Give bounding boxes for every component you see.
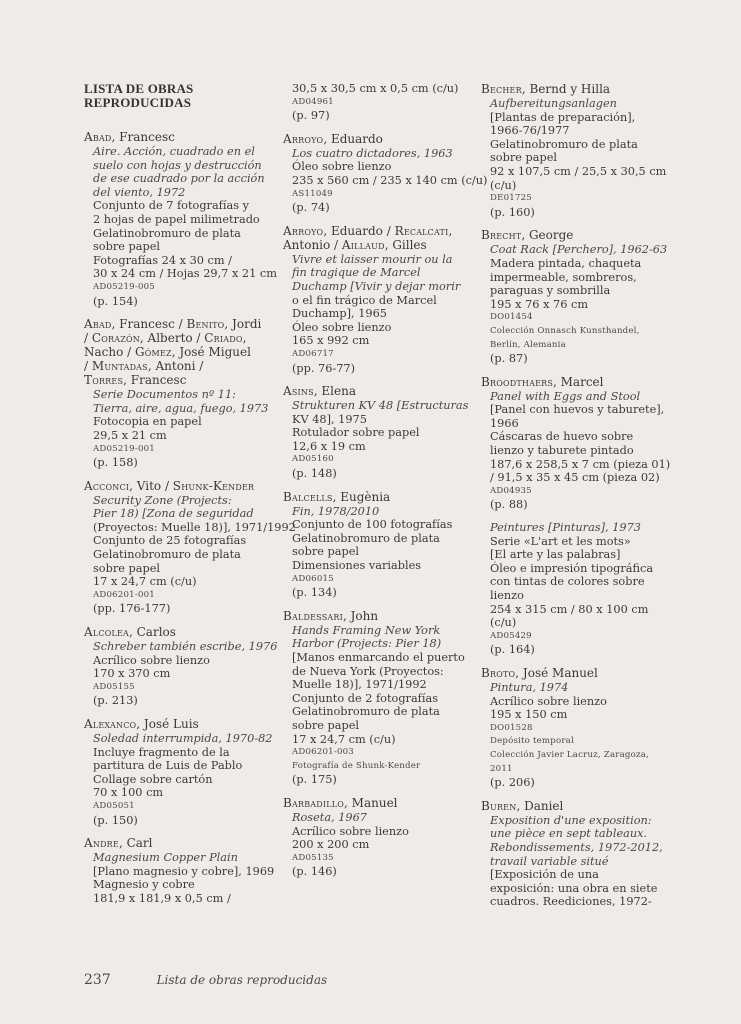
artwork-detail-line: Collage sobre cartón (93, 772, 213, 786)
artist-name (84, 317, 276, 387)
artwork-title-line: Los cuatro dictadores, 1963 (292, 146, 453, 160)
artist-name (84, 836, 276, 850)
artwork-detail-line: (c/u) (490, 178, 517, 192)
artist-given-name: , George (521, 228, 574, 243)
catalogue-entry (481, 228, 673, 365)
artwork-detail-line: [Plantas de preparación], (490, 110, 636, 124)
artist-surname: Criado (204, 331, 243, 346)
artwork-record (84, 493, 296, 616)
artist-name (481, 82, 673, 96)
artwork-record (283, 82, 475, 123)
artwork-title-line: Panel with Eggs and Stool (490, 389, 641, 403)
artist-surname: Recalcati (394, 223, 449, 238)
catalogue-entry (84, 625, 276, 708)
artwork-detail-line: Gelatinobromuro de plata (93, 226, 241, 240)
artwork-title-line: Vivre et laisser mourir ou la (292, 252, 453, 266)
artwork-detail-line: Conjunto de 7 fotografías y (93, 199, 249, 213)
artwork-detail-line: Acrílico sobre lienzo (490, 694, 607, 708)
inventory-code: AD06201-003 (292, 747, 354, 758)
artwork-record (481, 390, 673, 512)
artwork-detail-line: Acrílico sobre lienzo (93, 653, 210, 667)
artwork-detail-line: cuadros. Reediciones, 1972- (490, 895, 652, 909)
artwork-detail-line: Acrílico sobre lienzo (292, 824, 409, 838)
artwork-detail-line: o el fin trágico de Marcel (292, 293, 437, 307)
artist-name (84, 479, 276, 493)
artist-given-name: , José Miguel (171, 345, 251, 360)
artwork-title-line: Peintures [Pinturas], 1973 (490, 521, 641, 535)
artwork-title-line: Tierra, aire, agua, fuego, 1973 (93, 401, 269, 415)
credit-note: Berlín, Alemania (490, 339, 566, 350)
artwork-detail-line: 1966 (490, 416, 519, 430)
artwork-detail-line: 187,6 x 258,5 x 7 cm (pieza 01) (490, 457, 671, 471)
artwork-detail-line: [Plano magnesio y cobre], 1969 (93, 864, 275, 878)
credit-note: Colección Onnasch Kunsthandel, (490, 325, 640, 336)
artwork-detail-line: 17 x 24,7 cm (c/u) (93, 575, 197, 589)
artist-surname: Broto (481, 665, 516, 680)
artwork-detail-line: Óleo sobre lienzo (292, 320, 392, 334)
artist-given-name: / (84, 359, 92, 374)
inventory-code: AD05155 (93, 681, 135, 692)
artist-given-name: , José Luis (136, 717, 199, 731)
artwork-detail-line: Magnesio y cobre (93, 878, 195, 892)
artist-given-name: , Gilles (384, 237, 427, 252)
inventory-code: AD05135 (292, 852, 334, 863)
artwork-detail-line: (p. 148) (292, 467, 337, 481)
inventory-code: DE01725 (490, 193, 532, 204)
inventory-code: AD04935 (490, 485, 532, 496)
artist-name (481, 666, 673, 680)
artwork-detail-line: 181,9 x 181,9 x 0,5 cm / (93, 891, 231, 905)
artist-surname: Arroyo (283, 223, 324, 238)
credit-note: Depósito temporal (490, 736, 574, 747)
artwork-detail-line: sobre papel (93, 561, 161, 575)
artwork-detail-line: (p. 164) (490, 643, 535, 657)
page-footer (84, 972, 327, 988)
artist-surname: Acconci (84, 478, 130, 493)
inventory-code: AD05051 (93, 800, 135, 811)
artwork-detail-line: (p. 160) (490, 205, 535, 219)
artist-surname: Alcolea (84, 625, 129, 640)
artist-name (283, 796, 475, 810)
footer-title: Lista de obras reproducidas (156, 973, 328, 987)
artist-given-name: , Francesc / (111, 317, 187, 332)
artwork-detail-line: 235 x 560 cm / 235 x 140 cm (c/u) (292, 173, 488, 187)
artist-given-name: , Bernd y Hilla (521, 82, 611, 96)
artwork-title-line: Security Zone (Projects: (93, 493, 232, 507)
artwork-detail-line: [El arte y las palabras] (490, 548, 621, 562)
inventory-code: DO01454 (490, 312, 533, 323)
artist-given-name: , José Manuel (515, 665, 598, 680)
artist-name (481, 799, 673, 813)
artwork-detail-line: 92 x 107,5 cm / 25,5 x 30,5 cm (490, 164, 667, 178)
artist-surname: Abad (84, 130, 112, 144)
artwork-detail-line: sobre papel (490, 151, 558, 165)
artist-surname: Brecht (481, 228, 522, 243)
artwork-detail-line: (c/u) (490, 616, 517, 630)
credit-note: Colección Javier Lacruz, Zaragoza, (490, 749, 649, 760)
artwork-record (84, 145, 276, 308)
artwork-detail-line: Cáscaras de huevo sobre (490, 430, 634, 444)
catalogue-entry (283, 131, 488, 215)
artwork-detail-line: Fotocopia en papel (93, 415, 202, 429)
artwork-record (283, 399, 475, 481)
artwork-record (84, 640, 276, 708)
artist-given-name: , Francesc (123, 373, 187, 388)
artist-given-name: Nacho / (84, 345, 135, 360)
catalogue-entry (283, 224, 475, 375)
artist-surname: Asins (283, 384, 314, 399)
artwork-title-line: Hands Framing New York (292, 623, 441, 637)
column-2 (283, 82, 488, 888)
artwork-detail-line: (p. 74) (292, 201, 330, 215)
artwork-record (481, 521, 673, 657)
artist-given-name: , Carlos (129, 625, 176, 640)
catalogue-entry (84, 317, 276, 470)
catalogue-entry (84, 130, 276, 308)
artist-name (481, 375, 673, 389)
artwork-detail-line: impermeable, sombreros, (490, 270, 637, 284)
artist-given-name: , Eduardo (323, 131, 383, 146)
artwork-detail-line: 195 x 76 x 76 cm (490, 297, 589, 311)
artist-given-name: , Vito / (129, 478, 173, 493)
artwork-title-line: de ese cuadrado por la acción (93, 172, 265, 186)
artwork-title-line: Harbor (Projects: Pier 18) (292, 637, 442, 651)
artwork-detail-line: Fotografías 24 x 30 cm / (93, 253, 232, 267)
artwork-title-line: Soledad interrumpida, 1970-82 (93, 732, 273, 745)
artwork-detail-line: Serie «L'art et les mots» (490, 534, 631, 548)
artwork-detail-line: Incluye fragmento de la (93, 745, 230, 759)
artwork-detail-line: 30,5 x 30,5 cm x 0,5 cm (c/u) (292, 82, 459, 95)
column-3 (481, 82, 673, 918)
artist-surname: Corazón (91, 331, 140, 346)
artwork-record (84, 732, 276, 827)
artwork-title-line: Pintura, 1974 (490, 680, 569, 694)
artwork-record (283, 505, 475, 600)
catalogue-entry (481, 375, 673, 657)
artwork-record (283, 624, 475, 787)
artwork-title-line: Aire. Acción, cuadrado en el (93, 145, 255, 158)
inventory-code: AD05219-005 (93, 281, 155, 292)
artist-given-name: , Eugènia (332, 489, 391, 504)
artwork-title-line: del viento, 1972 (93, 185, 186, 199)
artist-surname: Benito (186, 317, 225, 332)
catalogue-entry (283, 609, 475, 787)
artist-surname: Shunk-Kender (172, 478, 255, 493)
artist-given-name: , Daniel (516, 798, 564, 813)
credit-note: 2011 (490, 763, 513, 774)
inventory-code: AD05160 (292, 454, 334, 465)
artwork-detail-line: 2 hojas de papel milimetrado (93, 212, 260, 226)
artist-name (283, 609, 475, 623)
artist-given-name: , (242, 331, 247, 346)
artist-given-name: , Francesc (111, 130, 175, 144)
artwork-detail-line: de Nueva York (Proyectos: (292, 664, 444, 678)
artwork-detail-line: 70 x 100 cm (93, 786, 164, 800)
artwork-detail-line: exposición: una obra en siete (490, 881, 658, 895)
artwork-detail-line: [Exposición de una (490, 868, 599, 882)
artist-name (84, 625, 276, 639)
artwork-record (84, 851, 276, 905)
artwork-record (481, 97, 673, 219)
artwork-title-line: Roseta, 1967 (292, 810, 367, 824)
artist-name (84, 717, 276, 731)
artwork-record (283, 811, 475, 879)
artist-given-name: , (448, 223, 453, 238)
artwork-record (283, 146, 488, 215)
artwork-detail-line: 170 x 370 cm (93, 667, 171, 681)
artist-surname: Abad (84, 317, 112, 332)
artwork-title-line: Strukturen KV 48 [Estructuras (292, 399, 469, 413)
artwork-detail-line: Rotulador sobre papel (292, 426, 420, 440)
catalogue-entry (84, 836, 276, 905)
catalogue-entry (481, 799, 673, 909)
artwork-detail-line: Conjunto de 25 fotografías (93, 534, 247, 548)
catalogue-entry (283, 796, 475, 879)
artwork-title-line: Pier 18) [Zona de seguridad (93, 507, 254, 521)
artwork-detail-line: (p. 97) (292, 109, 330, 123)
artwork-detail-line: sobre papel (93, 240, 161, 254)
artwork-detail-line: (pp. 176-177) (93, 602, 171, 616)
artwork-detail-line: (p. 88) (490, 498, 528, 512)
artist-surname: Torres (84, 373, 124, 388)
artwork-detail-line: 165 x 992 cm (292, 334, 370, 348)
artwork-detail-line: Duchamp], 1965 (292, 307, 387, 321)
inventory-code: AS11049 (292, 188, 333, 199)
artwork-detail-line: lienzo (490, 589, 524, 602)
artist-given-name: , Marcel (553, 374, 604, 389)
section-heading: LISTA DE OBRAS REPRODUCIDAS (84, 81, 194, 110)
artwork-title-line: Aufbereitungsanlagen (490, 97, 617, 110)
artwork-detail-line: (Proyectos: Muelle 18)], 1971/1992 (93, 520, 296, 534)
artist-surname: Balcells (283, 489, 333, 504)
artwork-detail-line: paraguas y sombrilla (490, 284, 611, 298)
inventory-code: AD05219-001 (93, 443, 155, 454)
inventory-code: DO01528 (490, 722, 533, 733)
artwork-detail-line: 17 x 24,7 cm (c/u) (292, 732, 396, 746)
inventory-code: AD06201-001 (93, 589, 155, 600)
artwork-record (481, 243, 673, 365)
catalogue-entry (84, 478, 296, 616)
artist-name (283, 490, 475, 504)
artwork-detail-line: 254 x 315 cm / 80 x 100 cm (490, 602, 649, 616)
artwork-title-line: Magnesium Copper Plain (93, 851, 238, 865)
artist-name (283, 224, 475, 252)
artwork-title-line: Exposition d'une exposition: (490, 813, 652, 827)
artist-surname: Muntadas (91, 359, 148, 374)
artwork-detail-line: (p. 213) (93, 694, 138, 708)
artwork-record (481, 814, 673, 909)
artwork-detail-line: Muelle 18)], 1971/1992 (292, 678, 427, 692)
artwork-detail-line: Óleo sobre lienzo (292, 160, 392, 174)
artist-given-name: , Manuel (344, 795, 398, 810)
artwork-detail-line: Gelatinobromuro de plata (490, 137, 638, 151)
page-number: 237 (84, 972, 111, 988)
artwork-title-line: Coat Rack [Perchero], 1962-63 (490, 243, 668, 257)
artist-surname: Arroyo (283, 131, 324, 146)
catalogue-entry (481, 82, 673, 219)
artwork-title-line: travail variable situé (490, 854, 609, 868)
artwork-detail-line: Dimensiones variables (292, 559, 422, 573)
credit-note: Fotografía de Shunk-Kender (292, 760, 421, 771)
artist-name (283, 132, 475, 146)
artwork-title-line: Schreber también escribe, 1976 (93, 640, 278, 654)
artwork-detail-line: Óleo e impresión tipográfica (490, 561, 654, 575)
catalogue-entry (283, 384, 475, 481)
catalogue-entry (283, 490, 475, 600)
artwork-record (481, 681, 673, 790)
artwork-detail-line: Gelatinobromuro de plata (292, 705, 440, 719)
artwork-detail-line: [Manos enmarcando el puerto (292, 651, 465, 664)
artwork-title-line: Serie Documentos nº 11: (93, 388, 236, 402)
artwork-record (84, 388, 276, 470)
catalogue-entry (481, 666, 673, 790)
artwork-detail-line: Conjunto de 2 fotografías (292, 691, 439, 705)
artist-given-name: , John (342, 608, 379, 623)
artwork-detail-line: (p. 150) (93, 813, 138, 827)
artist-surname: Buren (481, 798, 517, 813)
catalogue-entry (283, 82, 475, 123)
artwork-title-line: fin tragique de Marcel (292, 266, 421, 280)
artwork-detail-line: / 91,5 x 35 x 45 cm (pieza 02) (490, 471, 660, 485)
artist-name (283, 384, 475, 398)
column-1 (84, 81, 296, 915)
inventory-code: AD05429 (490, 630, 532, 641)
artist-surname: Aillaud (341, 237, 385, 252)
artwork-detail-line: sobre papel (292, 718, 360, 732)
artwork-detail-line: sobre papel (292, 545, 360, 559)
artist-name (481, 228, 673, 242)
artwork-detail-line: KV 48], 1975 (292, 412, 367, 426)
artist-given-name: , Antoni / (147, 359, 204, 374)
inventory-code: AD06015 (292, 573, 334, 584)
artwork-detail-line: 30 x 24 cm / Hojas 29,7 x 21 cm (93, 267, 277, 281)
artist-given-name: , Eduardo / (323, 223, 395, 238)
artist-given-name: , Jordi (224, 317, 262, 332)
artwork-title-line: suelo con hojas y destrucción (93, 158, 262, 172)
artwork-detail-line: Gelatinobromuro de plata (93, 548, 241, 562)
artwork-detail-line: 12,6 x 19 cm (292, 439, 366, 453)
artwork-detail-line: (p. 146) (292, 865, 337, 879)
artwork-detail-line: 195 x 150 cm (490, 708, 568, 722)
artist-given-name: , Elena (313, 384, 357, 399)
artwork-detail-line: Gelatinobromuro de plata (292, 531, 440, 545)
artist-given-name: , Alberto / (139, 331, 205, 346)
artwork-detail-line: lienzo y taburete pintado (490, 444, 634, 458)
catalogue-entry (84, 717, 276, 827)
artwork-detail-line: 200 x 200 cm (292, 838, 370, 852)
artist-surname: Broodthaers (481, 374, 554, 389)
artwork-detail-line: (p. 87) (490, 352, 528, 366)
artist-surname: Gómez (135, 345, 172, 360)
artist-surname: Becher (481, 82, 522, 96)
artist-given-name: , Carl (118, 836, 153, 851)
artwork-detail-line: (p. 206) (490, 776, 535, 790)
artist-given-name: / (84, 331, 92, 346)
artwork-detail-line: Madera pintada, chaqueta (490, 256, 642, 270)
artwork-detail-line: (p. 175) (292, 773, 337, 787)
artwork-detail-line: [Panel con huevos y taburete], (490, 403, 665, 417)
artist-surname: Andre (84, 836, 119, 851)
inventory-code: AD04961 (292, 96, 334, 107)
inventory-code: AD06717 (292, 348, 334, 359)
artwork-title-line: Duchamp [Vivir y dejar morir (292, 279, 461, 293)
artwork-record (283, 253, 475, 375)
artwork-detail-line: Conjunto de 100 fotografías (292, 518, 453, 532)
artwork-title-line: Fin, 1978/2010 (292, 504, 380, 518)
artwork-detail-line: 1966-76/1977 (490, 124, 570, 138)
artist-surname: Alexanco (84, 717, 137, 731)
artist-given-name: Antonio / (283, 237, 342, 252)
artist-surname: Barbadillo (283, 795, 345, 810)
artwork-detail-line: (p. 154) (93, 294, 138, 308)
artwork-title-line: une pièce en sept tableaux. (490, 827, 648, 841)
artwork-detail-line: partitura de Luis de Pablo (93, 759, 243, 773)
artwork-detail-line: (pp. 76-77) (292, 361, 356, 375)
artist-name (84, 130, 276, 144)
artwork-title-line: Rebondissements, 1972-2012, (490, 840, 663, 854)
artist-surname: Baldessari (283, 608, 343, 623)
artwork-detail-line: con tintas de colores sobre (490, 575, 645, 589)
artwork-detail-line: (p. 158) (93, 456, 138, 470)
artwork-detail-line: 29,5 x 21 cm (93, 428, 167, 442)
artwork-detail-line: (p. 134) (292, 586, 337, 600)
